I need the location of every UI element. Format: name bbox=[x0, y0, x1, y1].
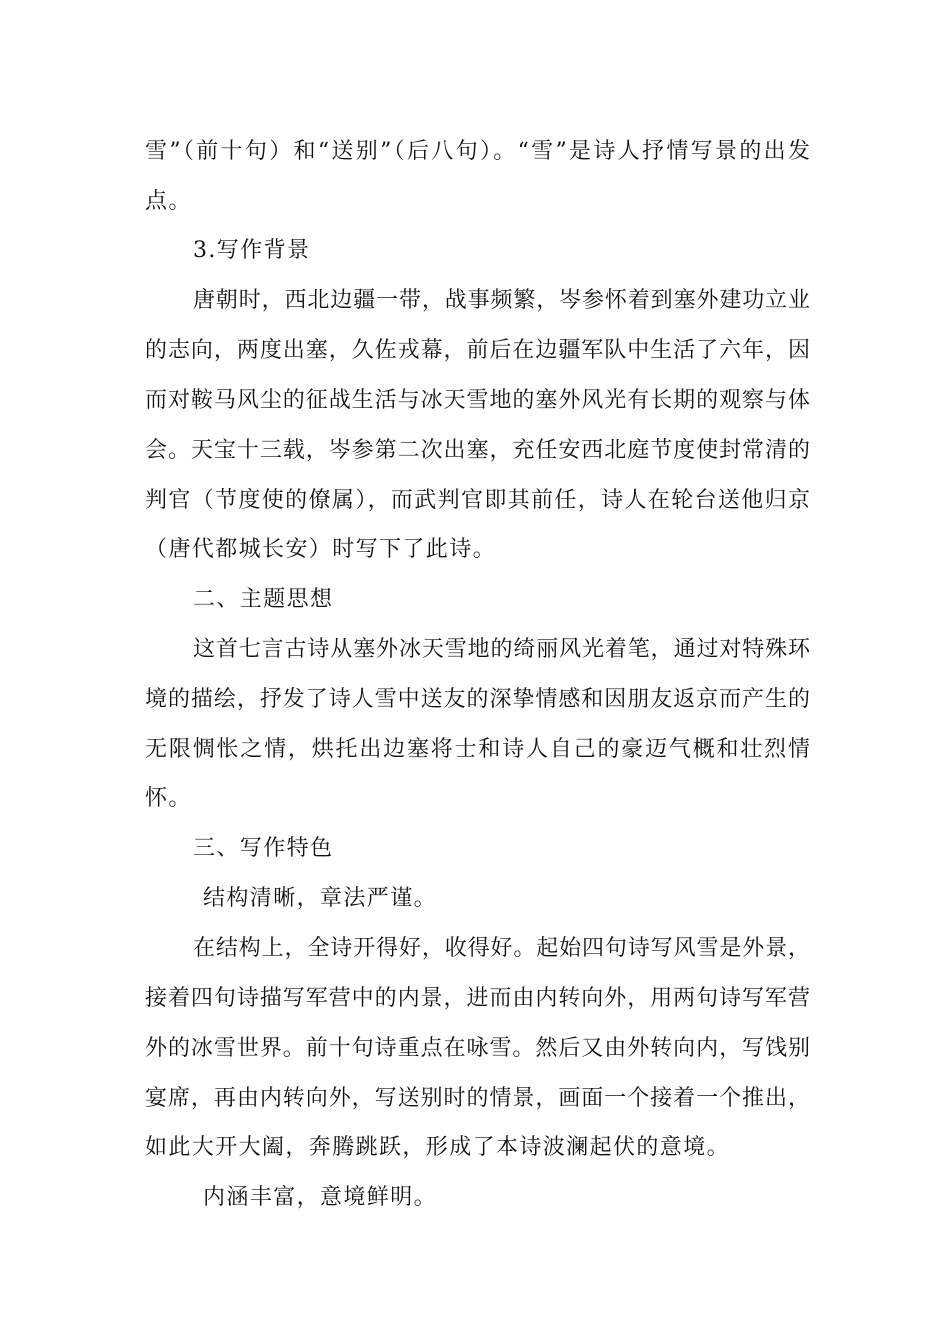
text-line: 如此大开大阖，奔腾跳跃，形成了本诗波澜起伏的意境。 bbox=[145, 1135, 731, 1160]
text-line: 怀。 bbox=[145, 786, 192, 811]
section-heading: 三、写作特色 bbox=[193, 836, 334, 861]
text-line: 雪”（前十句）和“送别”（后八句）。“雪”是诗人抒情写景的出发 bbox=[145, 139, 810, 164]
text-line: 唐朝时，西北边疆一带，战事频繁，岑参怀着到塞外建功立业 bbox=[193, 288, 810, 313]
text-line: 接着四句诗描写军营中的内景，进而由内转向外，用两句诗写军营 bbox=[145, 986, 810, 1011]
text-line: 的志向，两度出塞，久佐戎幕，前后在边疆军队中生活了六年，因 bbox=[145, 338, 810, 363]
text-line: 点。 bbox=[145, 189, 192, 214]
section-heading: 二、主题思想 bbox=[193, 587, 334, 612]
subheading: 结构清晰，章法严谨。 bbox=[203, 886, 438, 911]
text-line: 会。天宝十三载，岑参第二次出塞，充任安西北庭节度使封常清的 bbox=[145, 438, 810, 463]
subheading: 内涵丰富，意境鲜明。 bbox=[203, 1185, 438, 1210]
text-line: 无限惆怅之情，烘托出边塞将士和诗人自己的豪迈气概和壮烈情 bbox=[145, 737, 810, 762]
section-heading: 3.写作背景 bbox=[193, 238, 311, 263]
text-line: 境的描绘，抒发了诗人雪中送友的深挚情感和因朋友返京而产生的 bbox=[145, 687, 810, 712]
text-line: 这首七言古诗从塞外冰天雪地的绮丽风光着笔，通过对特殊环 bbox=[193, 637, 810, 662]
text-line: 在结构上，全诗开得好，收得好。起始四句诗写风雪是外景， bbox=[193, 936, 810, 961]
text-line: 外的冰雪世界。前十句诗重点在咏雪。然后又由外转向内，写饯别 bbox=[145, 1036, 810, 1061]
text-line: （唐代都城长安）时写下了此诗。 bbox=[145, 537, 497, 562]
text-line: 宴席，再由内转向外，写送别时的情景，画面一个接着一个推出， bbox=[145, 1086, 810, 1111]
text-line: 而对鞍马风尘的征战生活与冰天雪地的塞外风光有长期的观察与体 bbox=[145, 388, 810, 413]
text-line: 判官（节度使的僚属），而武判官即其前任，诗人在轮台送他归京 bbox=[145, 488, 810, 513]
